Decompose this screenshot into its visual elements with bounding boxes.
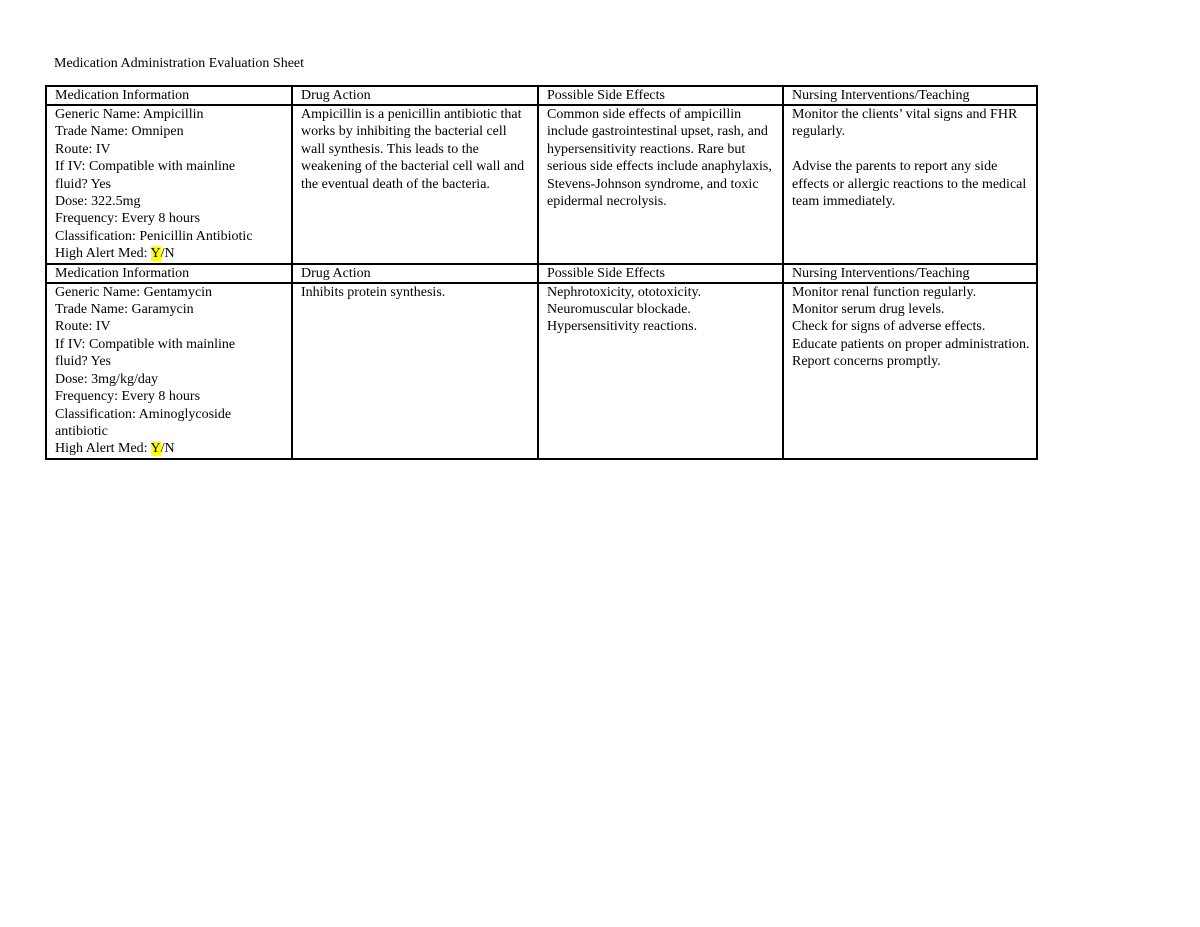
dose: Dose: 322.5mg bbox=[55, 194, 141, 210]
generic-name: Generic Name: Gentamycin bbox=[55, 284, 213, 300]
nursing-paragraph: Advise the parents to report any side effects or allergic reactions to the medical team immediately. bbox=[792, 159, 1027, 210]
nursing-item: Check for signs of adverse effects. bbox=[792, 319, 986, 335]
header-medication-information: Medication Information bbox=[46, 264, 292, 283]
side-effect-item: Hypersensitivity reactions. bbox=[547, 319, 698, 335]
drug-action-text: Ampicillin is a penicillin antibiotic that works by inhibiting the bacterial cell wall synthesis. This leads to the weakening of the bacterial cell wall and the eventual death of the bacteria. bbox=[301, 107, 525, 192]
side-effect-item: Neuromuscular blockade. bbox=[547, 302, 691, 318]
side-effects-cell bbox=[538, 283, 783, 459]
nursing-interventions-cell bbox=[783, 105, 1037, 264]
side-effect-item: Nephrotoxicity, ototoxicity. bbox=[547, 284, 702, 300]
nursing-item: Report concerns promptly. bbox=[792, 354, 941, 370]
header-drug-action: Drug Action bbox=[292, 86, 538, 105]
page-title: Medication Administration Evaluation Sheet bbox=[54, 56, 305, 71]
high-alert-no: /N bbox=[160, 441, 175, 457]
table-header-row bbox=[46, 264, 1037, 283]
iv-compatibility-answer: fluid? Yes bbox=[55, 354, 112, 370]
iv-compatibility: If IV: Compatible with mainline bbox=[55, 159, 236, 175]
high-alert-label: High Alert Med: bbox=[55, 441, 151, 457]
drug-action-cell bbox=[292, 283, 538, 459]
generic-name: Generic Name: Ampicillin bbox=[55, 107, 204, 122]
drug-action-cell bbox=[292, 105, 538, 264]
nursing-item: Monitor renal function regularly. bbox=[792, 284, 977, 300]
classification: Classification: Aminoglycoside bbox=[55, 406, 232, 422]
iv-compatibility-answer: fluid? Yes bbox=[55, 176, 112, 192]
table-row bbox=[46, 105, 1037, 264]
header-possible-side-effects: Possible Side Effects bbox=[538, 86, 783, 105]
medication-info-cell bbox=[46, 105, 292, 264]
high-alert-no: /N bbox=[160, 246, 175, 262]
dose: Dose: 3mg/kg/day bbox=[55, 371, 159, 387]
nursing-item: Educate patients on proper administration. bbox=[792, 336, 1030, 352]
paragraph-spacer bbox=[792, 141, 1032, 158]
medication-evaluation-table bbox=[45, 85, 1038, 460]
table-row bbox=[46, 283, 1037, 459]
header-drug-action: Drug Action bbox=[292, 264, 538, 283]
trade-name: Trade Name: Omnipen bbox=[55, 124, 184, 140]
medication-info-cell bbox=[46, 283, 292, 459]
header-nursing-interventions: Nursing Interventions/Teaching bbox=[783, 264, 1037, 283]
nursing-paragraph: Monitor the clients’ vital signs and FHR regularly. bbox=[792, 107, 1018, 140]
high-alert-yes-highlight: Y bbox=[150, 441, 161, 457]
trade-name: Trade Name: Garamycin bbox=[55, 302, 194, 318]
header-possible-side-effects: Possible Side Effects bbox=[538, 264, 783, 283]
drug-action-text: Inhibits protein synthesis. bbox=[301, 284, 446, 300]
table-header-row bbox=[46, 86, 1037, 105]
high-alert-med bbox=[55, 440, 287, 457]
side-effects-cell bbox=[538, 105, 783, 264]
frequency: Frequency: Every 8 hours bbox=[55, 211, 201, 227]
route: Route: IV bbox=[55, 141, 111, 157]
classification-continued: antibiotic bbox=[55, 423, 108, 439]
high-alert-yes-highlight: Y bbox=[150, 246, 161, 262]
side-effects-text: Common side effects of ampicillin include gastrointestinal upset, rash, and hypersensitivity reactions. Rare but serious side effects include anaphylaxis, Stevens-Johnson syndrome, and toxic epidermal necrolysis. bbox=[547, 107, 772, 210]
high-alert-med bbox=[55, 245, 287, 262]
header-medication-information: Medication Information bbox=[46, 86, 292, 105]
route: Route: IV bbox=[55, 319, 111, 335]
frequency: Frequency: Every 8 hours bbox=[55, 389, 201, 405]
high-alert-label: High Alert Med: bbox=[55, 246, 151, 262]
nursing-interventions-cell bbox=[783, 283, 1037, 459]
iv-compatibility: If IV: Compatible with mainline bbox=[55, 336, 236, 352]
nursing-item: Monitor serum drug levels. bbox=[792, 302, 945, 318]
classification: Classification: Penicillin Antibiotic bbox=[55, 228, 253, 244]
header-nursing-interventions: Nursing Interventions/Teaching bbox=[783, 86, 1037, 105]
